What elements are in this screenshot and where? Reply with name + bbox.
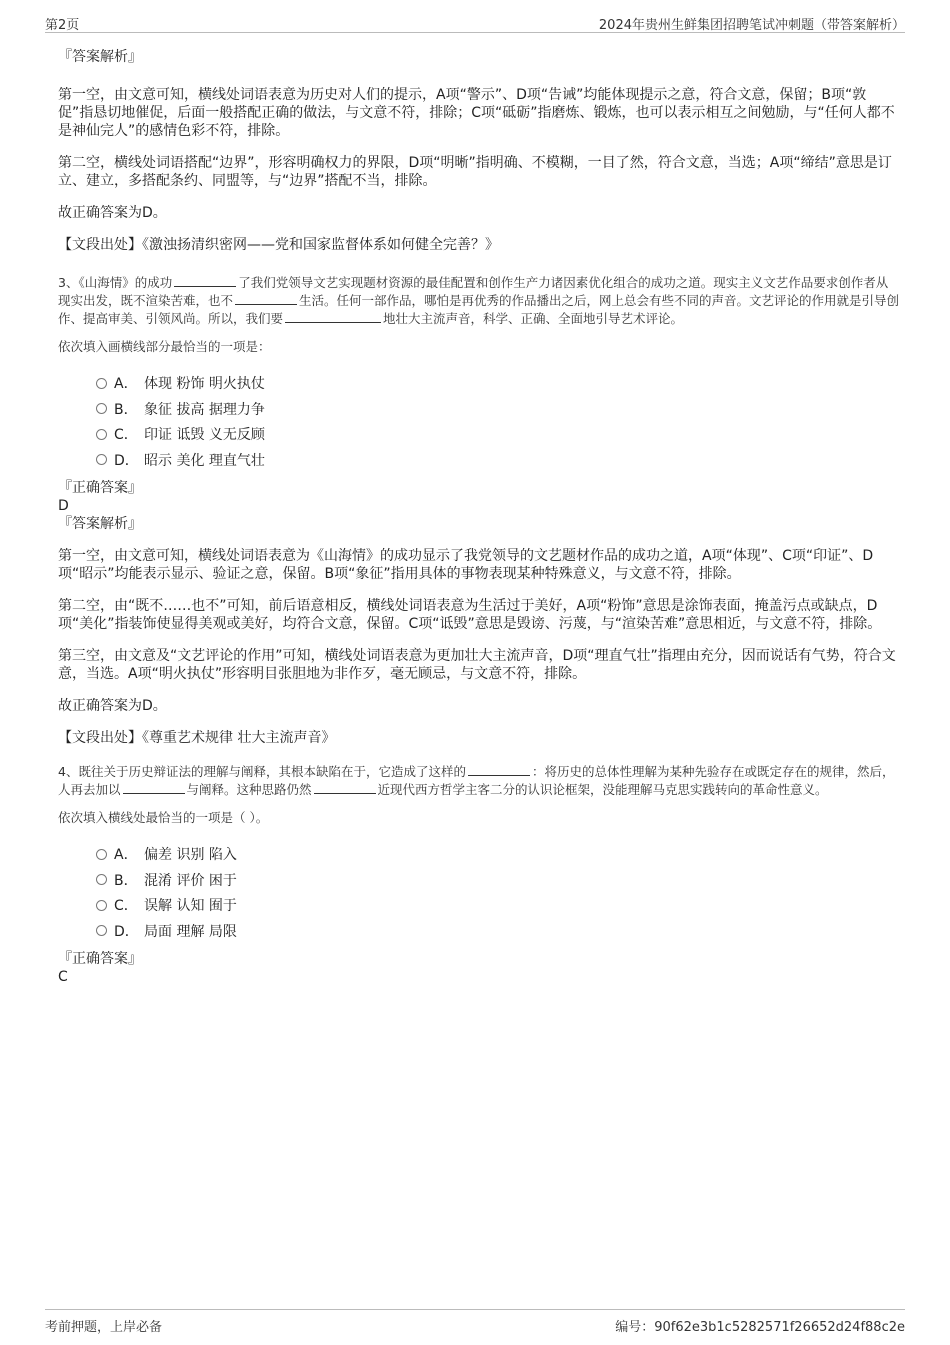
radio-icon[interactable] xyxy=(96,429,107,440)
document-id: 编号：90f62e3b1c5282571f26652d24f88c2e xyxy=(615,1320,905,1335)
radio-icon[interactable] xyxy=(96,925,107,936)
fill-blank xyxy=(285,310,381,323)
correct-answer: D xyxy=(58,498,69,514)
analysis-label: 『答案解析』 xyxy=(58,49,142,65)
radio-icon[interactable] xyxy=(96,403,107,414)
radio-icon[interactable] xyxy=(96,849,107,860)
analysis-label: 『答案解析』 xyxy=(58,516,142,532)
correct-answer: C xyxy=(58,969,68,985)
fill-blank xyxy=(235,292,297,305)
radio-icon[interactable] xyxy=(96,900,107,911)
question-prompt: 依次填入横线处最恰当的一项是（ ）。 xyxy=(58,810,269,825)
source-citation: 【文段出处】《尊重艺术规律 壮大主流声音》 xyxy=(58,730,336,746)
option-a[interactable]: A． 体现 粉饰 明火执仗 xyxy=(96,372,900,398)
question-3-text: 3、《山海情》的成功 了我们党领导文艺实现题材资源的最佳配置和创作生产力诸因素优化组合的成功之道。现实主义文艺作品要求创作者从现实出发，既不渲染苦难，也不 生活。任何一部作品，哪怕是再优秀的作品播出之后，网上总会有些不同的声音。文艺评论的作用就是引导创作、提高审美、引领风尚。所以，我们要 地壮大主流声音，科学、正确、全面地引导艺术评论。 xyxy=(58,275,900,326)
conclusion: 故正确答案为D。 xyxy=(58,698,167,714)
option-c[interactable]: C． 印证 诋毁 义无反顾 xyxy=(96,423,900,449)
option-b[interactable]: B． 混淆 评价 困于 xyxy=(96,869,900,895)
page-footer xyxy=(45,1309,905,1338)
page-content xyxy=(58,44,900,986)
radio-icon[interactable] xyxy=(96,874,107,885)
analysis-paragraph: 第一空，由文意可知，横线处词语表意为《山海情》的成功显示了我党领导的文艺题材作品的成功之道，A项“体现”、C项“印证”、D项“昭示”均能表示显示、验证之意，保留。B项“象征”指用具体的事物表现某种特殊意义，与文意不符，排除。 xyxy=(58,548,874,582)
correct-answer-label: 『正确答案』 xyxy=(58,951,142,967)
option-d[interactable]: D． 局面 理解 局限 xyxy=(96,920,900,946)
option-a[interactable]: A． 偏差 识别 陷入 xyxy=(96,843,900,869)
analysis-paragraph: 第三空，由文意及“文艺评论的作用”可知，横线处词语表意为更加壮大主流声音，D项“理直气壮”指理由充分，因而说话有气势，符合文意，当选。A项“明火执仗”形容明目张胆地为非作歹，毫无顾忌，与文意不符，排除。 xyxy=(58,648,896,682)
fill-blank xyxy=(123,781,185,794)
conclusion: 故正确答案为D。 xyxy=(58,205,167,221)
fill-blank xyxy=(314,781,376,794)
option-d[interactable]: D． 昭示 美化 理直气壮 xyxy=(96,449,900,475)
correct-answer-label: 『正确答案』 xyxy=(58,480,142,496)
page-number: 第2页 xyxy=(45,18,80,33)
page-header xyxy=(45,12,905,33)
analysis-paragraph: 第二空，由“既不……也不”可知，前后语意相反，横线处词语表意为生活过于美好，A项“粉饰”意思是涂饰表面，掩盖污点或缺点，D项“美化”指装饰使显得美观或美好，均符合文意，保留。C项“诋毁”意思是毁谤、污蔑，与“渲染苦难”意思相近，与文意不符，排除。 xyxy=(58,598,882,632)
options-list xyxy=(58,372,900,474)
radio-icon[interactable] xyxy=(96,454,107,465)
radio-icon[interactable] xyxy=(96,378,107,389)
fill-blank xyxy=(174,274,236,287)
question-4-text: 4、既往关于历史辩证法的理解与阐释，其根本缺陷在于，它造成了这样的 ：将历史的总体性理解为某种先验存在或既定存在的规律，然后，人再去加以 与阐释。这种思路仍然 近现代西方哲学主客二分的认识论框架，没能理解马克思实践转向的革命性意义。 xyxy=(58,764,895,797)
fill-blank xyxy=(468,763,530,776)
document-title: 2024年贵州生鲜集团招聘笔试冲刺题（带答案解析） xyxy=(598,18,905,33)
option-b[interactable]: B． 象征 拔高 据理力争 xyxy=(96,398,900,424)
options-list xyxy=(58,843,900,945)
question-prompt: 依次填入画横线部分最恰当的一项是： xyxy=(58,339,271,354)
footer-slogan: 考前押题，上岸必备 xyxy=(45,1320,163,1335)
source-citation: 【文段出处】《激浊扬清织密网——党和国家监督体系如何健全完善？》 xyxy=(58,237,499,253)
analysis-paragraph: 第二空，横线处词语搭配“边界”，形容明确权力的界限，D项“明晰”指明确、不模糊，一目了然，符合文意，当选；A项“缔结”意思是订立、建立，多搭配条约、同盟等，与“边界”搭配不当，排除。 xyxy=(58,155,892,189)
option-c[interactable]: C． 误解 认知 囿于 xyxy=(96,894,900,920)
analysis-paragraph: 第一空，由文意可知，横线处词语表意为历史对人们的提示，A项“警示”、D项“告诫”均能体现提示之意，符合文意，保留；B项“敦促”指恳切地催促，后面一般搭配正确的做法，与文意不符，排除；C项“砥砺”指磨炼、锻炼，也可以表示相互之间勉励，与“任何人都不是神仙完人”的感情色彩不符，排除。 xyxy=(58,87,895,139)
